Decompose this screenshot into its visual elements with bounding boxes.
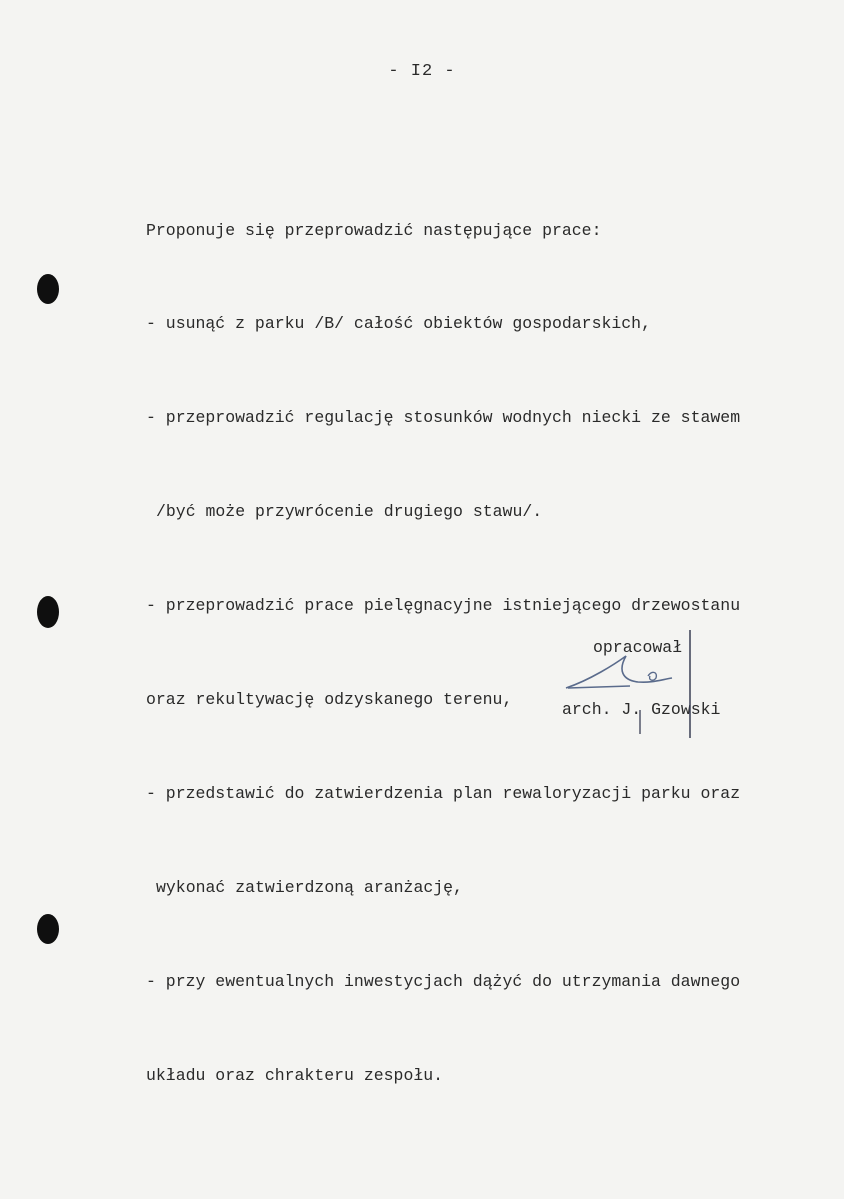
punch-hole-bottom xyxy=(37,914,59,944)
page-number: - I2 - xyxy=(388,62,456,81)
list-item-4-line-2: wykonać zatwierdzoną aranżację, xyxy=(156,877,463,897)
list-item-1-line-1: - usunąć z parku /B/ całość obiektów gospodarskich, xyxy=(146,314,651,334)
list-item-2-line-1: - przeprowadzić regulację stosunków wodnych niecki ze stawem xyxy=(146,408,741,428)
handwritten-signature xyxy=(560,630,760,740)
list-item-4-line-1: - przedstawić do zatwierdzenia plan rewaloryzacji parku oraz xyxy=(146,783,741,803)
intro-line: Proponuje się przeprowadzić następujące prace: xyxy=(146,220,602,240)
list-item-5-line-2: układu oraz chrakteru zespołu. xyxy=(146,1065,444,1085)
list-item-3-line-1: - przeprowadzić prace pielęgnacyjne istniejącego drzewostanu xyxy=(146,596,741,616)
list-item-5-line-1: - przy ewentualnych inwestycjach dążyć do utrzymania dawnego xyxy=(146,971,741,991)
prepared-by-label: opracował xyxy=(593,638,683,657)
author-name: arch. J. Gzowski xyxy=(562,700,721,719)
list-item-3-line-2: oraz rekultywację odzyskanego terenu, xyxy=(146,690,513,710)
signature-block xyxy=(560,630,760,740)
punch-hole-top xyxy=(37,274,59,304)
punch-hole-middle xyxy=(37,596,59,628)
list-item-2-line-2: /być może przywrócenie drugiego stawu/. xyxy=(156,502,543,522)
